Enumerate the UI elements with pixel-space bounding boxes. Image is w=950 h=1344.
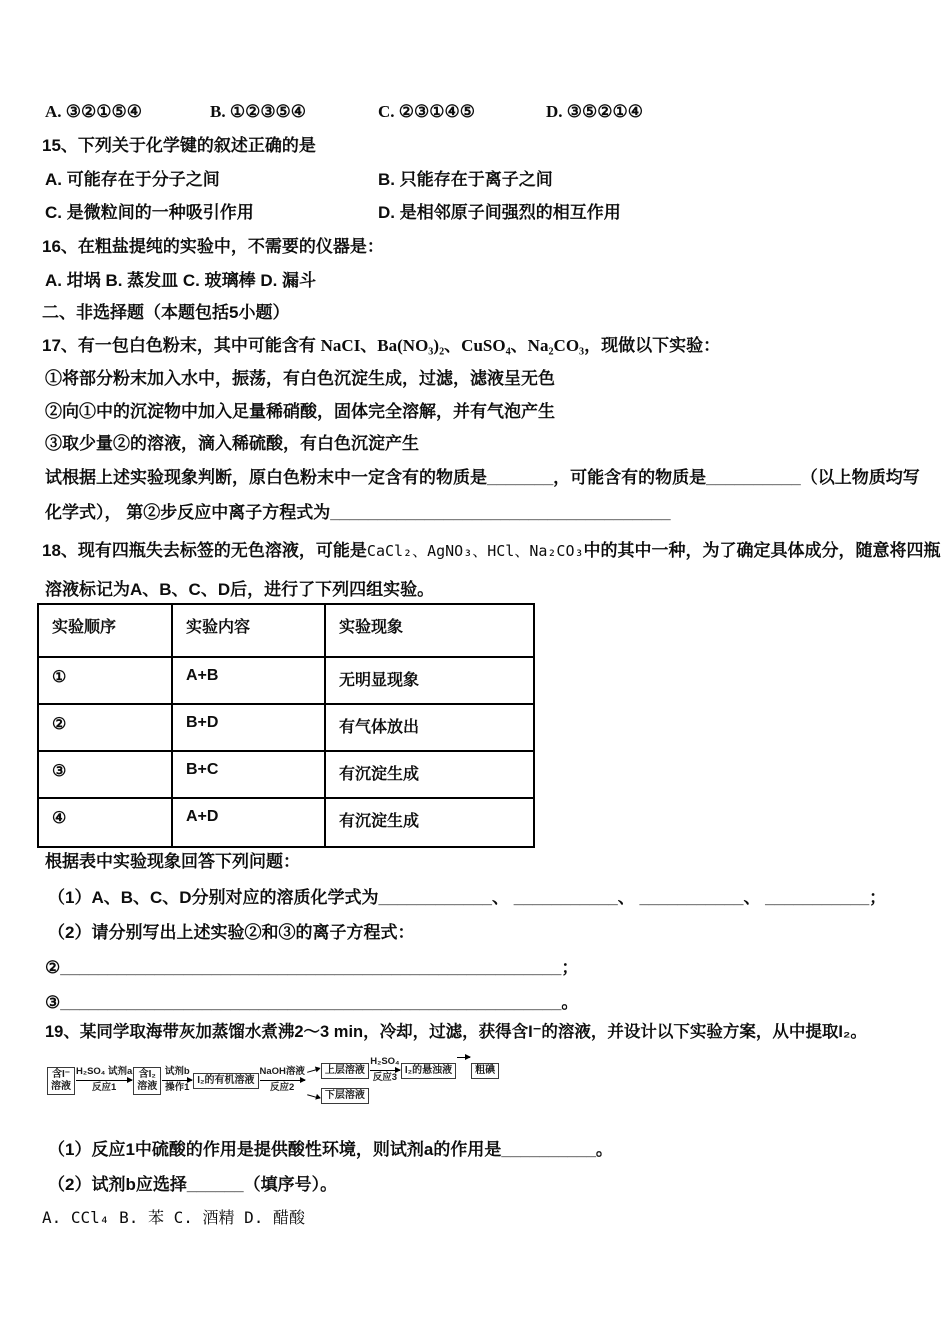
q15-option-a: A. 可能存在于分子之间	[45, 170, 220, 189]
flow-box-text: 溶液	[137, 1080, 158, 1092]
flow-arrow-reaction2	[260, 1067, 305, 1094]
flow-fork	[307, 1057, 499, 1104]
flow-fork-upper-branch	[307, 1057, 499, 1084]
q18-intro-text-pre: 18、现有四瓶失去标签的无色溶液，可能是	[42, 541, 367, 560]
q18-blank2: ②_____________________________________________________；	[45, 958, 579, 977]
flow-arrow-operation1	[162, 1067, 192, 1094]
table-header-order: 实验顺序	[39, 605, 173, 658]
down-right-arrow-icon	[307, 1094, 320, 1099]
right-arrow-icon	[370, 1070, 400, 1071]
flow-box-iodine-solution	[133, 1067, 161, 1095]
table-cell: ③	[39, 752, 173, 799]
flow-box-lower-layer: 下层溶液	[321, 1088, 369, 1104]
q14-option-a: A. ③②①⑤④	[45, 102, 142, 121]
q19-sub1: （1）反应1中硫酸的作用是提供酸性环境，则试剂a的作用是__________。	[48, 1140, 613, 1159]
flow-arrow-label-bottom: 反应1	[91, 1082, 117, 1094]
flow-arrow-label-bottom: 反应3	[372, 1072, 398, 1084]
table-cell: 有沉淀生成	[339, 813, 420, 830]
table-header-phenomenon: 实验现象	[326, 605, 533, 658]
flow-arrow-label-bottom: 反应2	[270, 1082, 295, 1094]
q17-judge-line1: 试根据上述实验现象判断，原白色粉末中一定含有的物质是_______，可能含有的物质是__________（以上物质均写	[45, 468, 920, 487]
flow-arrow-reaction1	[76, 1067, 132, 1094]
table-cell: A+D	[173, 799, 326, 846]
section2-header: 二、非选择题（本题包括5小题）	[42, 303, 290, 322]
q19-stem: 19、某同学取海带灰加蒸馏水煮沸2～3 min，冷却，过滤，获得含I⁻的溶液，并设计以下实验方案，从中提取I₂。	[45, 1023, 867, 1041]
flow-box-upper-layer: 上层溶液	[321, 1063, 369, 1079]
q18-after-table: 根据表中实验现象回答下列问题：	[45, 852, 300, 871]
q18-blank3: ③_____________________________________________________。	[45, 993, 579, 1012]
q17-stem-text-pre: 17、有一包白色粉末，其中可能含有	[42, 336, 321, 355]
flow-box-iodine-suspension: I₂的悬浊液	[401, 1063, 456, 1079]
table-cell: ④	[39, 799, 173, 846]
flow-arrow-label-top: H₂SO₄	[370, 1056, 400, 1067]
experiment-table	[37, 603, 535, 848]
table-cell: 有沉淀生成	[326, 752, 533, 799]
q19-sub2: （2）试剂b应选择______（填序号）。	[48, 1175, 338, 1194]
q15-option-d: D. 是相邻原子间强烈的相互作用	[378, 203, 621, 222]
iodine-extraction-flowchart	[47, 1057, 499, 1104]
q18-sub1: （1）A、B、C、D分别对应的溶质化学式为____________、 ___________、 ___________、 ___________；	[48, 888, 887, 907]
table-cell: B+D	[173, 705, 326, 752]
q18-intro-formulas: CaCl₂、AgNO₃、HCl、Na₂CO₃	[366, 542, 584, 560]
q17-judge-line2: 化学式）， 第②步反应中离子方程式为____________________________________	[45, 503, 671, 522]
table-cell: ①	[39, 658, 173, 705]
flow-arrow-label-top: NaOH溶液	[259, 1066, 305, 1077]
flow-arrow-label-bottom: 操作1	[165, 1082, 190, 1094]
table-cell: A+B	[173, 658, 326, 705]
q15-stem: 15、下列关于化学键的叙述正确的是	[42, 136, 316, 155]
table-cell: 无明显现象	[326, 658, 533, 705]
flow-arrow-reaction3	[370, 1057, 400, 1084]
right-arrow-icon	[162, 1080, 192, 1081]
q15-option-c: C. 是微粒间的一种吸引作用	[45, 203, 254, 222]
up-right-arrow-icon	[307, 1068, 320, 1073]
flow-fork-lower-branch	[307, 1088, 499, 1104]
q19-options: A. CCl₄ B. 苯 C. 酒精 D. 醋酸	[42, 1208, 306, 1227]
flow-box-text: 含I⁻	[51, 1068, 71, 1080]
table-header-content: 实验内容	[173, 605, 326, 658]
flow-box-organic-solution: I₂的有机溶液	[193, 1073, 258, 1089]
q17-step1: ①将部分粉末加入水中，振荡，有白色沉淀生成，过滤，滤液呈无色	[45, 369, 555, 388]
q17-stem-text-post: ，现做以下实验：	[584, 336, 721, 355]
q18-intro-line1	[42, 540, 941, 562]
q16-stem: 16、在粗盐提纯的实验中，不需要的仪器是：	[42, 237, 384, 256]
flow-box-crude-iodine: 粗碘	[471, 1063, 499, 1079]
q17-stem-formulas: NaCI、Ba(NO₃)₂、CuSO₄、Na₂CO₃	[320, 336, 585, 355]
q14-option-b: B. ①②③⑤④	[210, 102, 307, 121]
q17-stem	[42, 335, 720, 357]
right-arrow-icon	[260, 1080, 305, 1081]
flow-box-text: 溶液	[51, 1080, 71, 1092]
q14-option-d: D. ③⑤②①④	[546, 102, 643, 121]
table-cell: ②	[39, 705, 173, 752]
table-cell: 有气体放出	[326, 705, 533, 752]
q14-option-c: C. ②③①④⑤	[378, 102, 475, 121]
flow-arrow-label-top: H₂SO₄ 试剂a	[76, 1066, 133, 1077]
right-arrow-icon	[76, 1080, 132, 1081]
q17-step2: ②向①中的沉淀物中加入足量稀硝酸，固体完全溶解，并有气泡产生	[45, 402, 555, 421]
table-cell: B+C	[173, 752, 326, 799]
right-arrow-icon	[457, 1057, 470, 1058]
q16-options: A. 坩埚 B. 蒸发皿 C. 玻璃棒 D. 漏斗	[45, 271, 317, 290]
flow-arrow-label-top: 试剂b	[164, 1066, 190, 1077]
q18-sub2: （2）请分别写出上述实验②和③的离子方程式：	[48, 923, 415, 942]
flow-box-iodide-solution	[47, 1067, 75, 1095]
flow-box-text: 含I₂	[138, 1068, 156, 1080]
q18-intro-text-post: 中的其中一种，为了确定具体成分，随意将四瓶	[583, 541, 941, 560]
q15-option-b: B. 只能存在于离子之间	[378, 170, 553, 189]
q18-intro-line2: 溶液标记为A、B、C、D后，进行了下列四组实验。	[45, 580, 435, 599]
q17-step3: ③取少量②的溶液，滴入稀硫酸，有白色沉淀产生	[45, 434, 419, 453]
